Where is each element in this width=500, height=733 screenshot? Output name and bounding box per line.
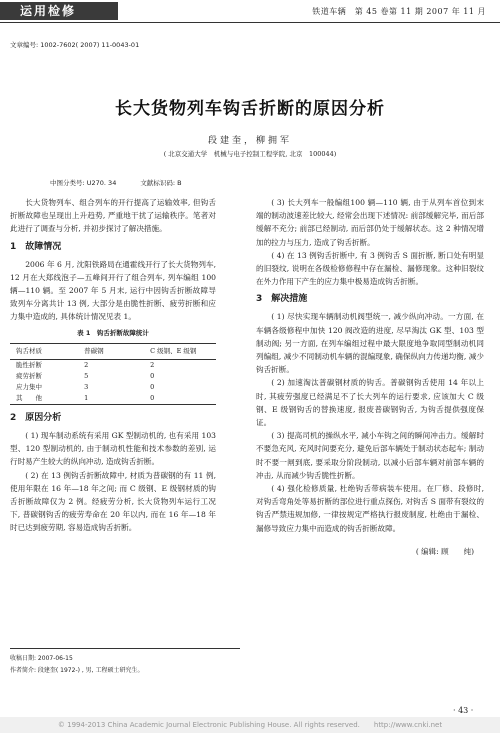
- editor-note: ( 编辑: 顾 纯): [415, 546, 474, 556]
- table-caption: 表 1 钩舌折断故障统计: [77, 328, 149, 337]
- table-row: [10, 360, 216, 372]
- affiliation: ( 北京交通大学 机械与电子控制工程学院, 北京 100044): [163, 150, 337, 158]
- intro-paragraph: 长大货物列车、组合列车的开行提高了运输效率, 但钩舌折断故障也呈现出上升趋势, 严重地干扰了运输秩序。笔者对此进行了调查与分析, 并初步探讨了解决措施。: [10, 198, 216, 234]
- section-2-heading: 2 原因分析: [10, 413, 62, 424]
- table-header-cell: 普碳钢: [84, 343, 150, 359]
- table-row: [10, 393, 216, 405]
- table-cell: 1: [84, 393, 150, 405]
- table-cell: 3: [84, 383, 89, 392]
- table-cell: 疲劳折断: [16, 372, 42, 381]
- copyright-banner: © 1994-2013 China Academic Journal Electronic Publishing House. All rights reserved. http://www.cnki.net: [0, 717, 500, 733]
- running-header: [0, 0, 500, 23]
- table-row: [10, 382, 216, 393]
- table-header-row: [10, 343, 216, 359]
- author-bio: 作者简介: 段建奎( 1972-) , 男, 工程硕士研究生。: [10, 667, 144, 674]
- column-label: 运用检修: [0, 2, 118, 20]
- classification-line: [50, 178, 204, 187]
- table-row: [10, 371, 216, 382]
- right-column: [256, 196, 484, 558]
- journal-info: 铁道车辆 第 45 卷第 11 期 2007 年 11 月: [312, 7, 486, 16]
- document-code: 文献标识码: B: [140, 179, 182, 187]
- section-2-paragraph-1: ( 1) 现车制动系统有采用 GK 型制动机的, 也有采用 103 型、120 型制动机的, 由于制动机性能和技术参数的差别, 运行时易产生较大的纵向冲动, 造成钩舌折断。: [10, 431, 216, 467]
- section-3-heading: 3 解决措施: [256, 294, 308, 305]
- left-column: [10, 196, 216, 535]
- table-cell: 0: [150, 372, 155, 381]
- table-cell: 2: [84, 361, 89, 370]
- section-1-heading: 1 故障情况: [10, 241, 62, 252]
- article-number: 文章编号: 1002-7602( 2007) 11-0043-01: [10, 41, 140, 49]
- section-3-paragraph-1: ( 1) 尽快实现车辆制动机阀型统一, 减少纵向冲动。一方面, 在车辆各级修程中加快 120 阀改造的进度, 尽早淘汰 GK 型、103 型制动阀; 另一方面, 在列车编组过程中最大限度地争取同型制动机同列编组, 减少不同制动机车辆的混编现象, 确保纵向力传递均衡, 减少钩舌折断。: [256, 312, 484, 375]
- table-cell: 其 他: [10, 393, 84, 405]
- clc-number: 中图分类号: U270. 34: [50, 179, 117, 187]
- received-date: 收稿日期: 2007-06-15: [10, 655, 73, 662]
- section-3-paragraph-3: ( 3) 提高司机的操纵水平, 减小车钩之间的瞬间冲击力。缓解时不要急充风, 充风时间要充分, 避免后部车辆处于制动状态起车; 制动时不要一闸到底, 要采取分阶段制动, 以减小后部车辆对前部车辆的冲击, 从而减少钩舌脆性折断。: [256, 431, 484, 480]
- table-cell: 0: [150, 383, 155, 392]
- table-cell: 脆性折断: [16, 361, 42, 370]
- section-3-paragraph-4: ( 4) 强化检修质量, 杜绝钩舌带病装车使用。在厂修、段修时, 对钩舌弯角处等易折断的部位进行重点探伤, 对钩舌 S 面带有裂纹的钩舌严禁违规加修, 一律按规定严格执行报废制度, 杜绝由于漏检、漏修导致应力集中而造成的钩舌折断故障。: [256, 484, 484, 533]
- section-3-paragraph-2: ( 2) 加速淘汰普碳钢材质的钩舌。普碳钢钩舌使用 14 年以上时, 其疲劳强度已经满足不了长大列车的运行要求, 应该加大 C 级钢、E 级钢钩舌的替换速度, 报废普碳钢钩舌, 为钩舌提供强度保证。: [256, 378, 484, 428]
- paper-title: 长大货物列车钩舌折断的原因分析: [115, 99, 385, 119]
- table-cell: 5: [84, 372, 89, 381]
- fault-table: [10, 343, 216, 405]
- table-header-cell: 钩舌材质: [10, 343, 84, 359]
- section-2-paragraph-3: ( 3) 长大列车一般编组100 辆—110 辆, 由于从列车首位到末端的制动波速差比较大, 经常会出现下述情况: 前部缓解完毕, 而后部缓解不充分; 前部已经制动, 而后部仍处于缓解状态。这 2 种情况增加的拉力与压力, 造成了钩舌折断。: [256, 198, 484, 247]
- table-cell: 2: [150, 361, 155, 370]
- table-cell: 应力集中: [16, 383, 42, 392]
- section-2-paragraph-2: ( 2) 在 13 例钩舌折断故障中, 材质为普碳钢的有 11 例, 使用年限在 16 年—18 年之间; 而 C 级钢、E 级钢材质的钩舌折断故障仅为 2 例。经疲劳分析, 长大货物列车运行工况下, 普碳钢钩舌的疲劳寿命在 20 年以内, 而在 16 年—18 年时已达到疲劳期, 容易造成钩舌折断。: [10, 470, 216, 533]
- authors: 段建奎，柳拥军: [207, 136, 292, 146]
- table-cell: 0: [150, 393, 216, 405]
- page-number: · 43 ·: [453, 706, 474, 715]
- footnote: [10, 648, 240, 677]
- table-header-cell: C 级钢、E 级钢: [150, 343, 216, 359]
- section-1-paragraph: 2006 年 6 月, 沈阳铁路局在通霍线开行了长大货物列车, 12 月在大郑线泡子—五峰间开行了组合列车, 列车编组 100 辆—110 辆。至 2007 年 5 月末, 运行中因钩舌折断故障导致列车分离共计 13 例, 大部分是由脆性折断、疲劳折断和应力集中造成的, 具体统计情况见表 1。: [10, 259, 216, 322]
- section-2-paragraph-4: ( 4) 在 13 例钩舌折断中, 有 3 例钩舌 S 面折断, 断口处有明显的旧裂纹, 说明在各级检修修程中存在漏检、漏修现象。这种旧裂纹在外力作用下产生的应力集中极易造成钩舌折断。: [256, 250, 484, 287]
